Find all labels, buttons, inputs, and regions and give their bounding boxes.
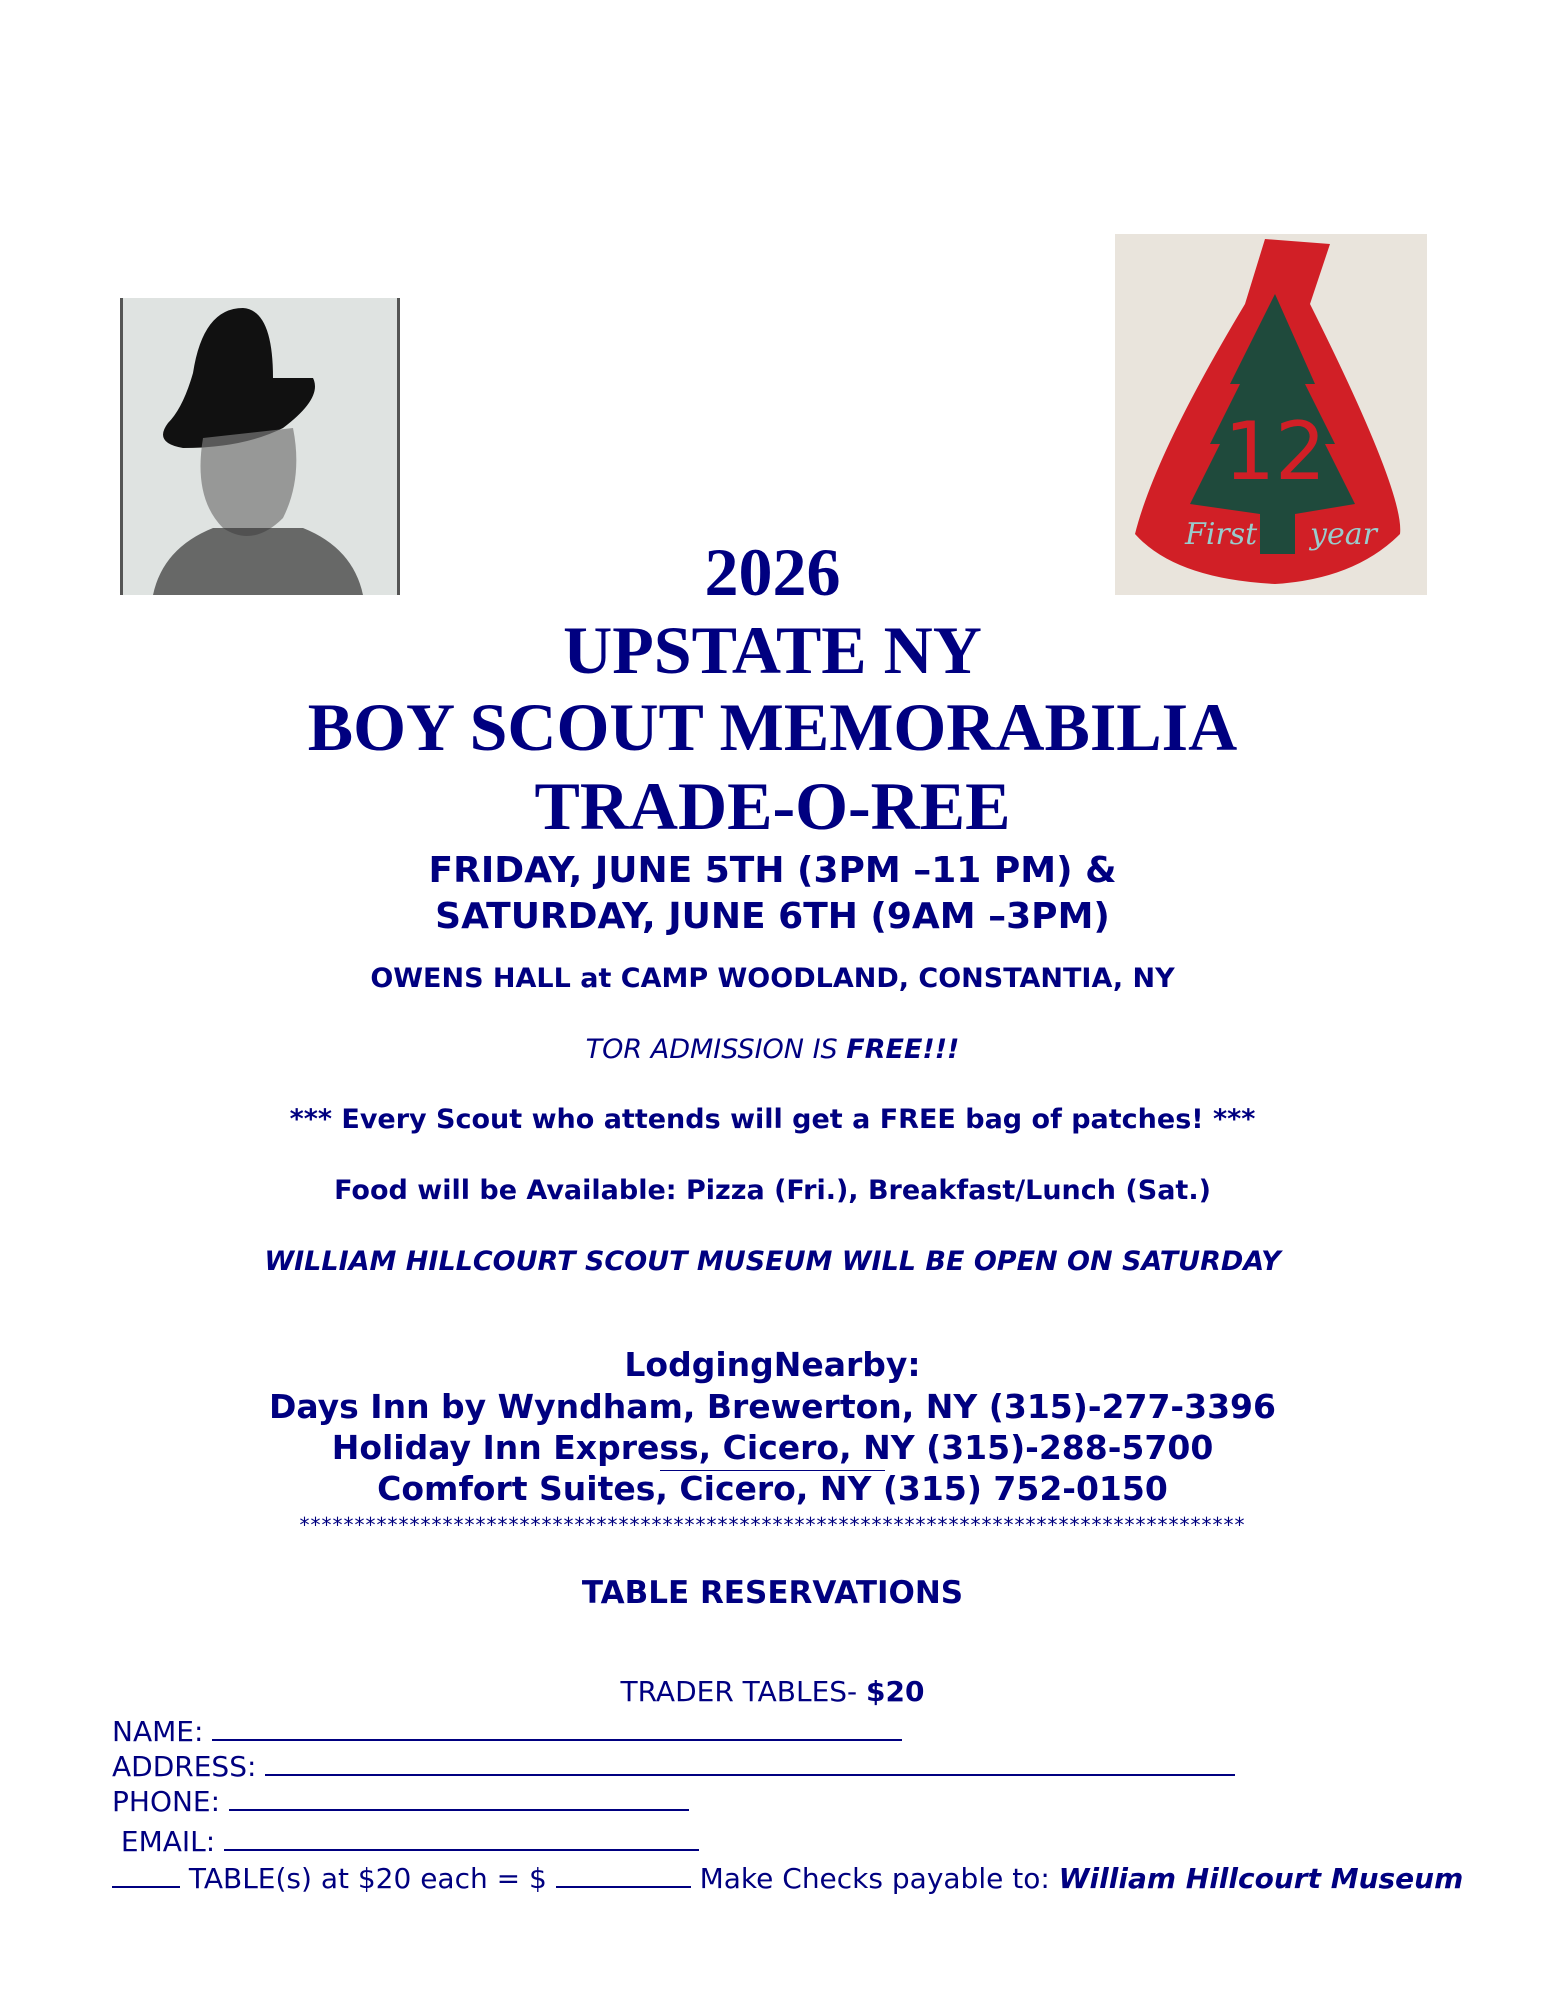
reservations-heading: TABLE RESERVATIONS (581, 1575, 964, 1611)
phone-label: PHONE: (112, 1785, 229, 1818)
name-field[interactable] (212, 1713, 902, 1741)
title-line-2: BOY SCOUT MEMORABILIA (307, 689, 1238, 765)
title-line-3: TRADE-O-REE (534, 768, 1011, 844)
tables-row (112, 1860, 1463, 1896)
phone-field[interactable] (229, 1783, 689, 1811)
email-field[interactable] (224, 1823, 699, 1851)
lodging-item: Days Inn by Wyndham, Brewerton, NY (315)-277-3396 (269, 1387, 1276, 1426)
address-field[interactable] (265, 1748, 1235, 1776)
svg-text:year: year (1310, 517, 1377, 552)
divider: ************************************************************************************** (299, 1513, 1246, 1537)
address-label: ADDRESS: (112, 1750, 266, 1783)
email-label: EMAIL: (112, 1825, 225, 1858)
lodging-item: Holiday Inn Express, Cicero, NY (315)-288-5700 (331, 1428, 1214, 1467)
total-field[interactable] (556, 1860, 691, 1888)
checks-label: Make Checks payable to: (690, 1862, 1059, 1895)
email-row (112, 1823, 699, 1859)
location: OWENS HALL at CAMP WOODLAND, CONSTANTIA, NY (370, 963, 1175, 994)
lodging-heading: LodgingNearby: (624, 1345, 921, 1384)
price-label: TRADER TABLES- (620, 1675, 867, 1708)
patches-note: *** Every Scout who attends will get a FREE bag of patches! *** (289, 1104, 1256, 1135)
svg-text:First: First (1185, 517, 1258, 552)
admission (0, 1034, 1545, 1065)
title-line-1: UPSTATE NY (563, 612, 982, 688)
price-value: $20 (866, 1675, 925, 1708)
trader-tables-price (0, 1675, 1545, 1708)
admission-prefix: TOR ADMISSION IS (585, 1034, 847, 1065)
admission-free: FREE!!! (846, 1034, 960, 1065)
museum-note: WILLIAM HILLCOURT SCOUT MUSEUM WILL BE OPEN ON SATURDAY (264, 1246, 1281, 1277)
payee: William Hillcourt Museum (1058, 1862, 1464, 1895)
table-count-field[interactable] (112, 1860, 180, 1888)
address-row (112, 1748, 1235, 1784)
name-row (112, 1713, 902, 1749)
name-label: NAME: (112, 1715, 213, 1748)
event-year: 2026 (704, 534, 841, 610)
food-note: Food will be Available: Pizza (Fri.), Breakfast/Lunch (Sat.) (334, 1175, 1211, 1206)
tables-text: TABLE(s) at $20 each = $ (180, 1862, 556, 1895)
lodging-item: Comfort Suites, Cicero, NY (315) 752-0150 (377, 1469, 1168, 1508)
phone-row (112, 1783, 689, 1819)
date-friday: FRIDAY, JUNE 5TH (3PM –11 PM) & (428, 850, 1117, 891)
date-saturday: SATURDAY, JUNE 6TH (9AM –3PM) (435, 896, 1110, 937)
svg-text:12: 12 (1224, 405, 1326, 498)
